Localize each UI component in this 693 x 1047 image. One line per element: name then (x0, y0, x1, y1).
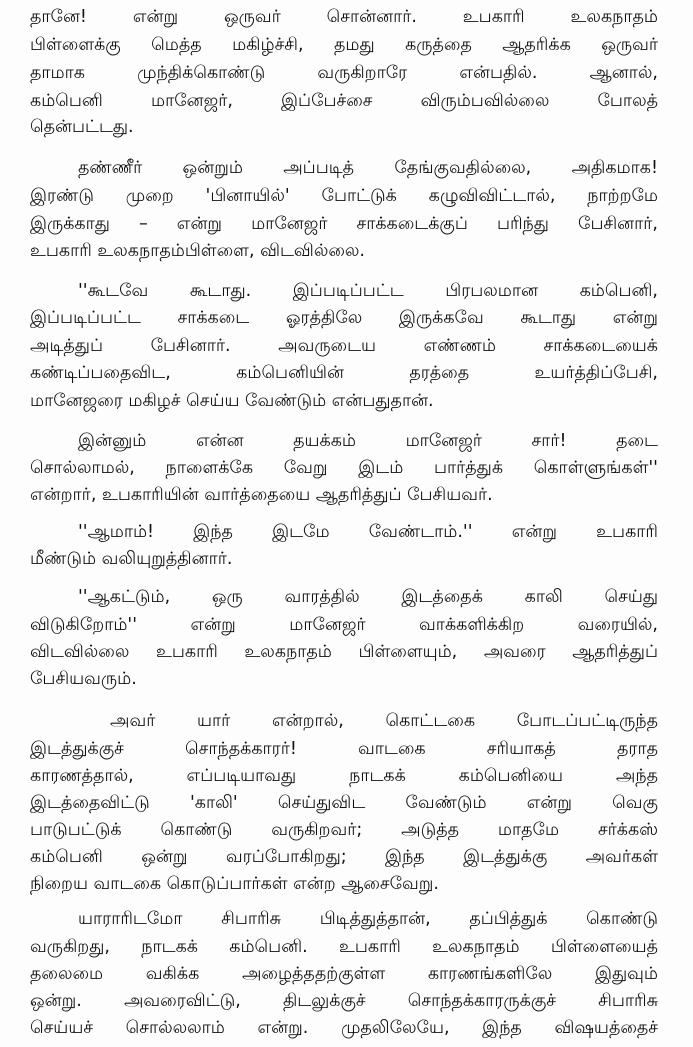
text-line: தண்ணீர் ஒன்றும் அப்படித் தேங்குவதில்லை, அதிகமாக! (78, 158, 658, 179)
text-line: யாராரிடமோ சிபாரிசு பிடித்துத்தான், தப்பித்துக் கொண்டு (78, 909, 658, 930)
text-line: செய்யச் சொல்லலாம் என்று. முதலிலேயே, இந்த விஷயத்தைச் (30, 1018, 658, 1038)
text-line: இடத்தைவிட்டு 'காலி' செய்துவிட வேண்டும் என்று வெகு (30, 792, 658, 813)
text-line: என்றார், உபகாரியின் வார்த்தையை ஆதரித்துப் பேசியவர். (30, 485, 493, 506)
text-line: ''ஆமாம்! இந்த இடமே வேண்டாம்.'' என்று உபகாரி (78, 522, 658, 542)
text-line: ''ஆகட்டும், ஒரு வாரத்தில் இடத்தைக் காலி செய்து (78, 586, 658, 607)
text-line: காரணத்தால், எப்படியாவது நாடகக் கம்பெனியை அந்த (30, 765, 658, 786)
text-line: மீண்டும் வலியுறுத்தினார். (30, 549, 233, 570)
text-line: நிறைய வாடகை கொடுப்பார்கள் என்ற ஆசைவேறு. (30, 874, 439, 895)
text-line: ''கூடவே கூடாது. இப்படிப்பட்ட பிரபலமான கம்பெனி, (78, 281, 658, 301)
text-line: கம்பெனி மானேஜர், இப்பேச்சை விரும்பவில்லை போலத் (30, 90, 658, 111)
text-line: இடத்துக்குச் சொந்தக்காரர்! வாடகை சரியாகத் தராத (30, 738, 658, 759)
text-line: தலைமை வகிக்க அழைத்ததற்குள்ள காரணங்களிலே இதுவும் (30, 963, 658, 984)
text-line: தானே! என்று ஒருவர் சொன்னார். உபகாரி உலகநாதம் (30, 6, 658, 27)
text-line: இன்னும் என்ன தயக்கம் மானேஜர் சார்! தடை (78, 430, 658, 451)
text-line: சொல்லாமல், நாளைக்கே வேறு இடம் பார்த்துக் கொள்ளுங்கள்'' (30, 458, 658, 478)
text-line: அடித்துப் பேசினார். அவருடைய எண்ணம் சாக்கடையைக் (30, 336, 658, 357)
text-line: பாடுபட்டுக் கொண்டு வருகிறவர்; அடுத்த மாதமே சர்க்கஸ் (30, 820, 658, 840)
text-line: பேசியவரும். (30, 669, 137, 690)
text-line: இரண்டு முறை 'பினாயில்' போட்டுக் கழுவிவிட்டால், நாற்றமே (30, 186, 658, 207)
text-line: வருகிறது, நாடகக் கம்பெனி. உபகாரி உலகநாதம் பிள்ளையைத் (30, 936, 658, 957)
text-line: உபகாரி உலகநாதம்பிள்ளை, விடவில்லை. (30, 240, 365, 261)
text-line: கம்பெனி ஒன்று வரப்போகிறது; இந்த இடத்துக்கு அவர்கள் (30, 847, 658, 868)
text-line: அவர் யார் என்றால், கொட்டகை போடப்பட்டிருந்த (110, 711, 658, 732)
text-line: தாமாக முந்திக்கொண்டு வருகிறாரே என்பதில். ஆனால், (30, 62, 658, 83)
text-line: தென்பட்டது. (30, 117, 134, 138)
text-line: விடவில்லை உபகாரி உலகநாதம் பிள்ளையும், அவரை ஆதரித்துப் (30, 642, 658, 663)
text-line: இருக்காது – என்று மானேஜர் சாக்கடைக்குப் பரிந்து பேசினார், (30, 213, 658, 234)
text-line: பிள்ளைக்கு மெத்த மகிழ்ச்சி, தமது கருத்தை ஆதரிக்க ஒருவர் (30, 34, 658, 55)
text-line: கண்டிப்பதைவிட, கம்பெனியின் தரத்தை உயர்த்திப்பேசி, (30, 363, 658, 384)
text-line: இப்படிப்பட்ட சாக்கடை ஓரத்திலே இருக்கவே கூடாது என்று (30, 308, 658, 329)
text-line: மானேஜரை மகிழச் செய்ய வேண்டும் என்பதுதான். (30, 390, 434, 411)
text-line: விடுகிறோம்'' என்று மானேஜர் வாக்களிக்கிற வரையில், (30, 614, 658, 635)
text-line: ஒன்று. அவரைவிட்டு, திடலுக்குச் சொந்தக்காரருக்குச் சிபாரிசு (30, 990, 658, 1011)
